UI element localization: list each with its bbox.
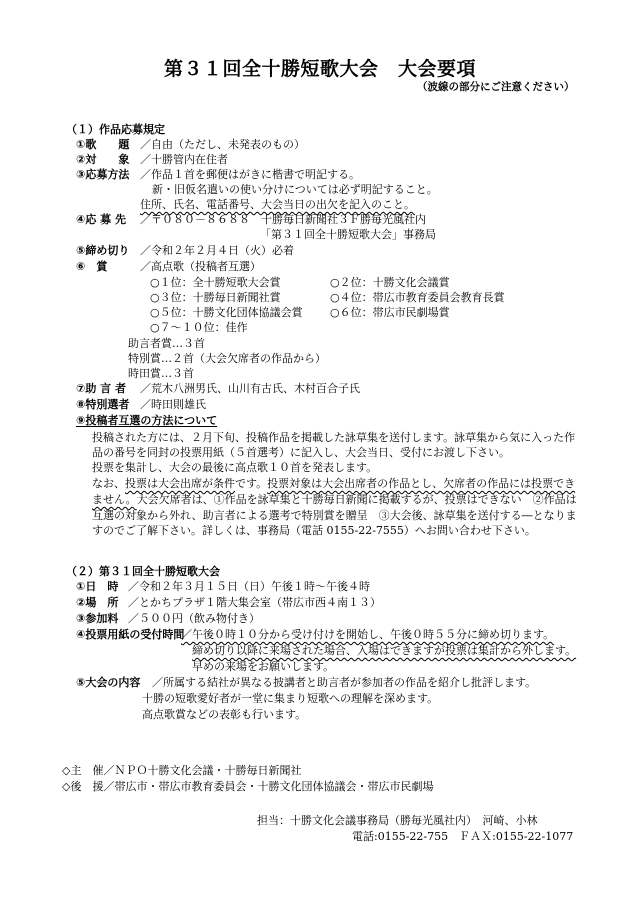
address-label: ④応 募 先 (76, 213, 126, 226)
support-line: ◇後 援／帯広市・帯広市教育委員会・十勝文化団体協議会・帯広市民劇場 (62, 780, 434, 793)
place-text: ／とかちプラザ１階大集会室（帯広市西４南１３） (128, 596, 381, 609)
prize-extra: 助言者賞…３首 (128, 337, 205, 350)
date-label: ①日 時 (76, 580, 119, 593)
address-line2: 「第３１回全十勝短歌大会」事務局 (260, 228, 436, 241)
mutual-l4-wavy: 投票は大会出席が条件 (125, 477, 235, 490)
prize-item: ○７～１０位：佳作 (150, 321, 248, 334)
mutual-l4-pre: なお、 (92, 477, 125, 490)
target-label: ②対 象 (76, 153, 130, 166)
mutual-line (92, 494, 577, 505)
mutual-l4-mid: です。 (235, 477, 268, 490)
prize-item: ○５位：十勝文化団体協議会賞 (150, 306, 303, 319)
deadline-text: ／令和２年２月４日（火）必着 (140, 244, 294, 257)
contact-person: 担当：十勝文化会議事務局（勝毎光風社内） 河崎、小林 (257, 814, 538, 827)
advisors-label: ⑦助 言 者 (76, 382, 126, 395)
mutual-heading: ⑨投稿者互選の方法について (76, 414, 218, 427)
prize-extra: 特別賞…２首（大会欠席者の作品から） (128, 352, 326, 365)
mutual-line: 投票を集計し、大会の最後に高点歌１０首を発表します。 (92, 461, 378, 474)
mutual-l5-ul: ません。 (92, 493, 137, 506)
genre-text: ／自由（ただし、未発表のもの） (140, 138, 305, 151)
special-judge-label: ⑧特別選者 (76, 398, 130, 411)
contact-phone: 電話:0155-22-755 ＦＡＸ:0155-22-1077 (352, 830, 574, 843)
prize-item: ○２位：十勝文化会議賞 (330, 276, 450, 289)
content-line3: 高点歌賞などの表彰も行います。 (142, 708, 307, 721)
reception-line3: 早めの来場をお願いします。 (192, 660, 335, 673)
prize-item: ○６位：帯広市民劇場賞 (330, 306, 450, 319)
fee-text: ／５００円（飲み物付き） (128, 612, 260, 625)
prize-item: ○３位：十勝毎日新聞社賞 (150, 291, 281, 304)
reception-label: ④投票用紙の受付時間 (76, 628, 185, 641)
deadline-label: ⑤締め切り (76, 244, 130, 257)
date-text: ／令和２年３月１５日（日）午後１時～午後４時 (128, 580, 370, 593)
prize-extra: 時田賞…３首 (128, 367, 194, 380)
fee-label: ③参加料 (76, 612, 119, 625)
mutual-line (92, 478, 575, 489)
method-line3: 住所、氏名、電話番号、大会当日の出欠を記入のこと。 (140, 198, 415, 211)
mutual-line: 品の番号を同封の投票用紙（５首選考）に記入し、大会当日、受付にお渡し下さい。 (92, 446, 510, 459)
prize-item: ○４位：帯広市教育委員会教育長賞 (330, 291, 505, 304)
target-text: ／十勝管内在住者 (140, 153, 228, 166)
prizes-label: ⑥ 賞 (76, 260, 108, 273)
section2-heading: （２）第３１回全十勝短歌大会 (66, 565, 220, 578)
page-note: （波線の部分にご注意ください） (417, 81, 575, 93)
page-title: 第３１回全十勝短歌大会 大会要項 (164, 58, 477, 80)
method-text: ／作品１首を郵便はがきに楷書で明記する。 (140, 168, 360, 181)
reception-line2: 締め切り以降に来場された場合、入場はできますが投票は集計から外します。 (192, 644, 577, 657)
mutual-line: 投稿された方には、２月下旬、投稿作品を掲載した詠草集を送付します。詠草集から気に入った作 (92, 431, 576, 444)
address-text: ／〒０８０－８６８８ 十勝毎日新聞社３Ｆ勝毎光風社内 (140, 213, 426, 226)
mutual-l5-rest: 大会欠席者は、①作品を詠草集と十勝毎日新聞に掲載するが、投票はできない ②作品は (136, 493, 577, 506)
prize-item: ○１位：全十勝短歌大会賞 (150, 276, 281, 289)
special-judge-text: ／時田則雄氏 (140, 398, 206, 411)
content-line2: 十勝の短歌愛好者が一堂に集まり短歌への理解を深めます。 (142, 692, 439, 705)
advisors-text: ／荒木八洲男氏、山川有古氏、木村百合子氏 (140, 382, 360, 395)
genre-label: ①歌 題 (76, 138, 130, 151)
mutual-line: 互選の対象から外れ、助言者による選考で特別賞を贈呈 ③大会後、詠草集を送付する―となりま (92, 509, 577, 522)
host-line: ◇主 催／ＮＰＯ十勝文化会議・十勝毎日新聞社 (62, 764, 302, 777)
content-label: ⑤大会の内容 (76, 676, 141, 689)
content-text: ／所属する結社が異なる披講者と助言者が参加者の作品を紹介し批評します。 (152, 676, 537, 689)
mutual-line: すのでご了解下さい。詳しくは、事務局（電話 0155-22-7555）へお問い合わせ下さい。 (92, 524, 536, 537)
prizes-intro: ／高点歌（投稿者互選） (140, 260, 261, 273)
place-label: ②場 所 (76, 596, 119, 609)
reception-text: ／午後０時１０分から受け付けを開始し、午後０時５５分に締め切ります。 (181, 628, 555, 641)
section1-heading: （１）作品応募規定 (66, 123, 165, 136)
mutual-l4-ul: 投票対象は大会出席者の作品とし、欠席者の作品には投票でき (267, 477, 576, 490)
method-line2: 新・旧仮名遣いの使い分けについては必ず明記すること。 (152, 183, 438, 196)
method-label: ③応募方法 (76, 168, 130, 181)
